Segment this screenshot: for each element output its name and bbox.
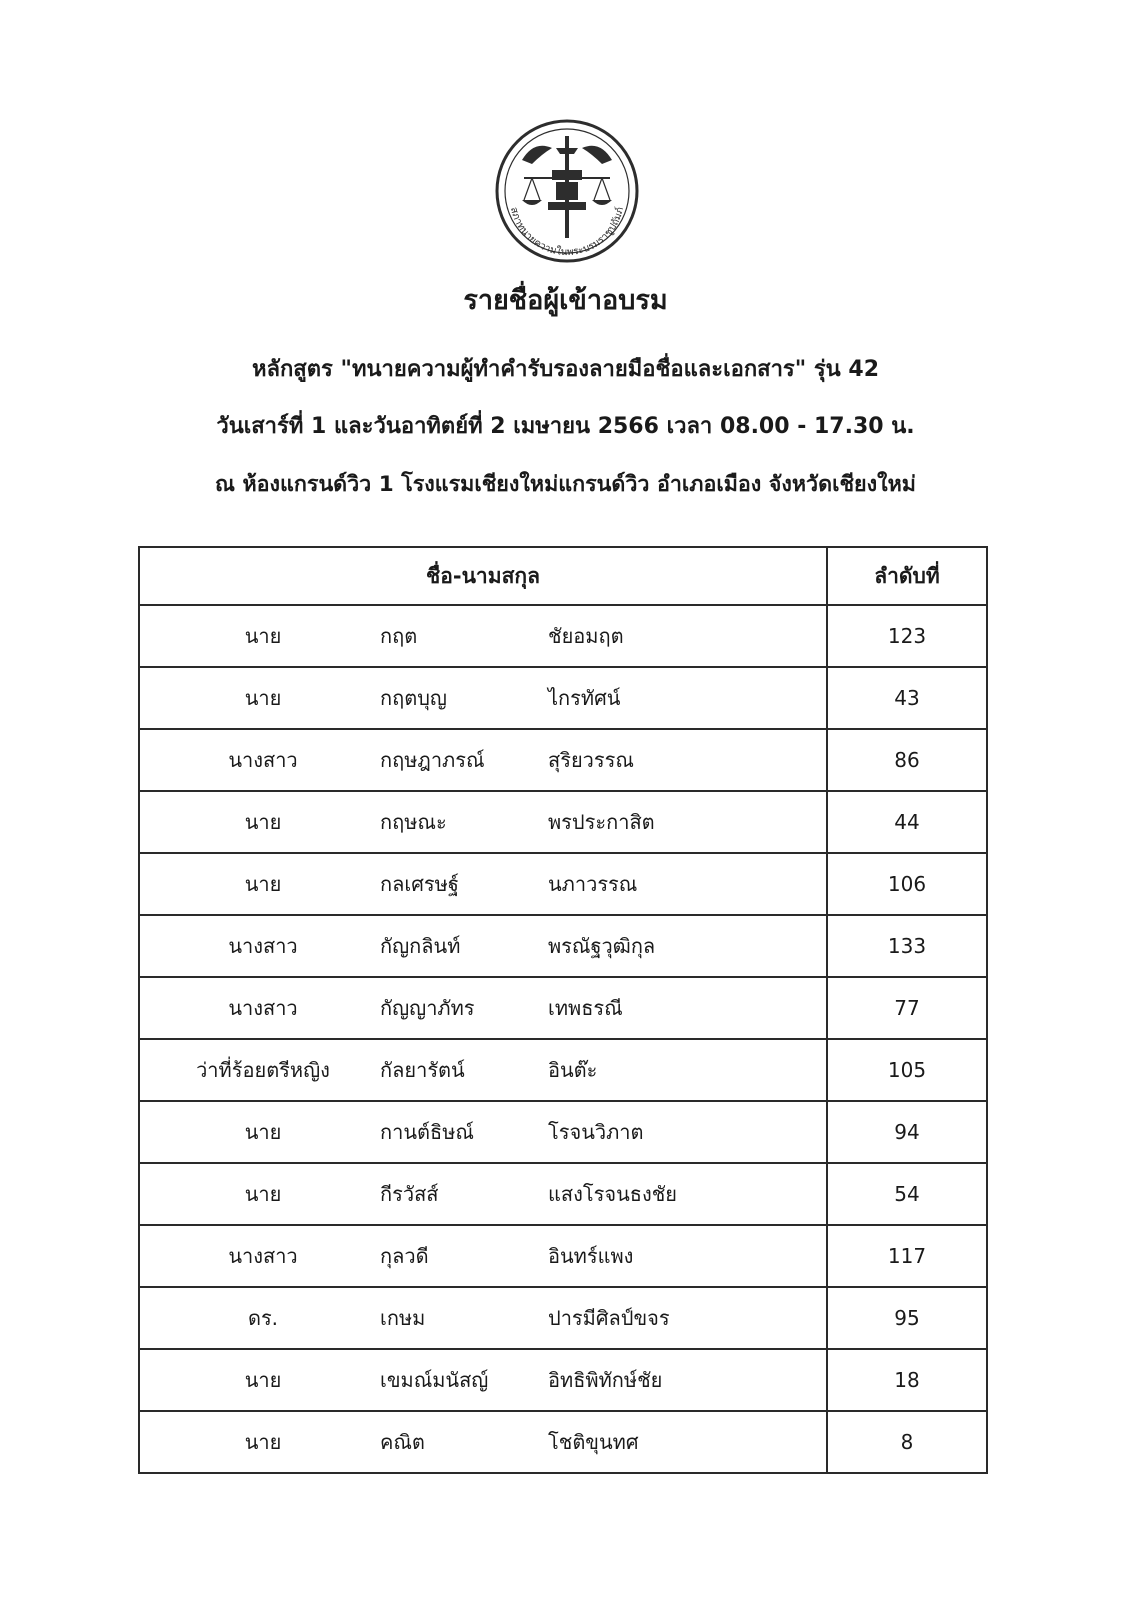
participant-name-cell [139,1039,827,1101]
last-name: อิทธิพิทักษ์ชัย [548,1368,663,1392]
table-row [139,915,987,977]
participant-name-cell [139,1411,827,1473]
last-name: ไกรทัศน์ [548,686,621,710]
table-row [139,977,987,1039]
participant-name-cell [139,853,827,915]
svg-text:สภาทนายความในพระบรมราชูปถัมภ์: สภาทนายความในพระบรมราชูปถัมภ์ [507,206,627,259]
course-title: หลักสูตร "ทนายความผู้ทำคำรับรองลายมือชื่อและเอกสาร" รุ่น 42 [252,357,879,382]
table-header-row [139,547,987,605]
title-prefix: นาย [244,686,282,710]
participant-name-cell [139,1163,827,1225]
last-name: พรณัฐวุฒิกุล [548,934,656,958]
last-name: โรจนวิภาต [548,1120,644,1144]
sequence-number: 106 [827,853,987,915]
schedule-text: วันเสาร์ที่ 1 และวันอาทิตย์ที่ 2 เมษายน 2566 เวลา 08.00 - 17.30 น. [216,414,915,439]
table-row [139,1039,987,1101]
last-name: โชติขุนทศ [548,1430,639,1454]
title-prefix: นางสาว [228,1244,298,1268]
first-name: กัญกลินท์ [380,934,461,958]
table-row [139,667,987,729]
sequence-number: 95 [827,1287,987,1349]
title-prefix: นาย [244,624,282,648]
participant-name-cell [139,977,827,1039]
first-name: กฤษณะ [380,810,447,834]
last-name: ชัยอมฤต [548,624,624,648]
participant-name-cell [139,667,827,729]
first-name: กฤษฎาภรณ์ [380,748,485,772]
table-row [139,1225,987,1287]
last-name: เทพธรณี [548,996,623,1020]
participant-name-cell [139,1349,827,1411]
venue-text: ณ ห้องแกรนด์วิว 1 โรงแรมเชียงใหม่แกรนด์วิว อำเภอเมือง จังหวัดเชียงใหม่ [215,472,916,497]
title-prefix: นาย [244,1182,282,1206]
table-row [139,1349,987,1411]
table-row [139,729,987,791]
title-prefix: ดร. [247,1306,279,1330]
sequence-number: 117 [827,1225,987,1287]
table-row [139,1287,987,1349]
sequence-number: 44 [827,791,987,853]
number-column-header: ลำดับที่ [827,547,987,605]
last-name: อินต๊ะ [548,1058,598,1082]
sequence-number: 133 [827,915,987,977]
table-row [139,1411,987,1473]
sequence-number: 8 [827,1411,987,1473]
sequence-number: 54 [827,1163,987,1225]
sequence-number: 94 [827,1101,987,1163]
last-name: แสงโรจนธงชัย [548,1182,678,1206]
first-name: กีรวัสส์ [380,1182,439,1206]
last-name: พรประกาสิต [548,810,655,834]
table-row [139,1163,987,1225]
council-seal-icon [494,118,640,264]
first-name: เขมณ์มนัสญ์ [380,1368,489,1392]
sequence-number: 86 [827,729,987,791]
title-prefix: นางสาว [228,996,298,1020]
title-prefix: นาย [244,872,282,896]
title-prefix: ว่าที่ร้อยตรีหญิง [196,1058,330,1082]
last-name: ปารมีศิลป์ขจร [548,1306,670,1330]
title-prefix: นางสาว [228,934,298,958]
participant-name-cell [139,1101,827,1163]
first-name: กานต์ธิษณ์ [380,1120,474,1144]
name-column-header: ชื่อ-นามสกุล [139,547,827,605]
table-row [139,791,987,853]
first-name: กฤตบุญ [380,686,447,710]
participant-name-cell [139,1287,827,1349]
participant-table [138,546,988,1474]
title-prefix: นาย [244,810,282,834]
table-row [139,853,987,915]
last-name: นภาวรรณ [548,872,638,896]
participant-name-cell [139,791,827,853]
title-prefix: นาย [244,1368,282,1392]
sequence-number: 43 [827,667,987,729]
last-name: อินทร์แพง [548,1244,634,1268]
participant-name-cell [139,605,827,667]
first-name: กัลยารัตน์ [380,1058,465,1082]
first-name: เกษม [380,1306,426,1330]
sequence-number: 77 [827,977,987,1039]
last-name: สุริยวรรณ [548,748,634,772]
sequence-number: 18 [827,1349,987,1411]
first-name: กุลวดี [380,1244,429,1268]
page-title: รายชื่อผู้เข้าอบรม [463,285,668,316]
first-name: คณิต [380,1430,425,1454]
title-prefix: นางสาว [228,748,298,772]
participant-name-cell [139,729,827,791]
first-name: กลเศรษฐ์ [380,872,459,896]
sequence-number: 123 [827,605,987,667]
first-name: กัญญาภัทร [380,996,475,1020]
title-prefix: นาย [244,1120,282,1144]
sequence-number: 105 [827,1039,987,1101]
table-row [139,605,987,667]
participant-name-cell [139,915,827,977]
first-name: กฤต [380,624,418,648]
title-prefix: นาย [244,1430,282,1454]
table-row [139,1101,987,1163]
participant-name-cell [139,1225,827,1287]
